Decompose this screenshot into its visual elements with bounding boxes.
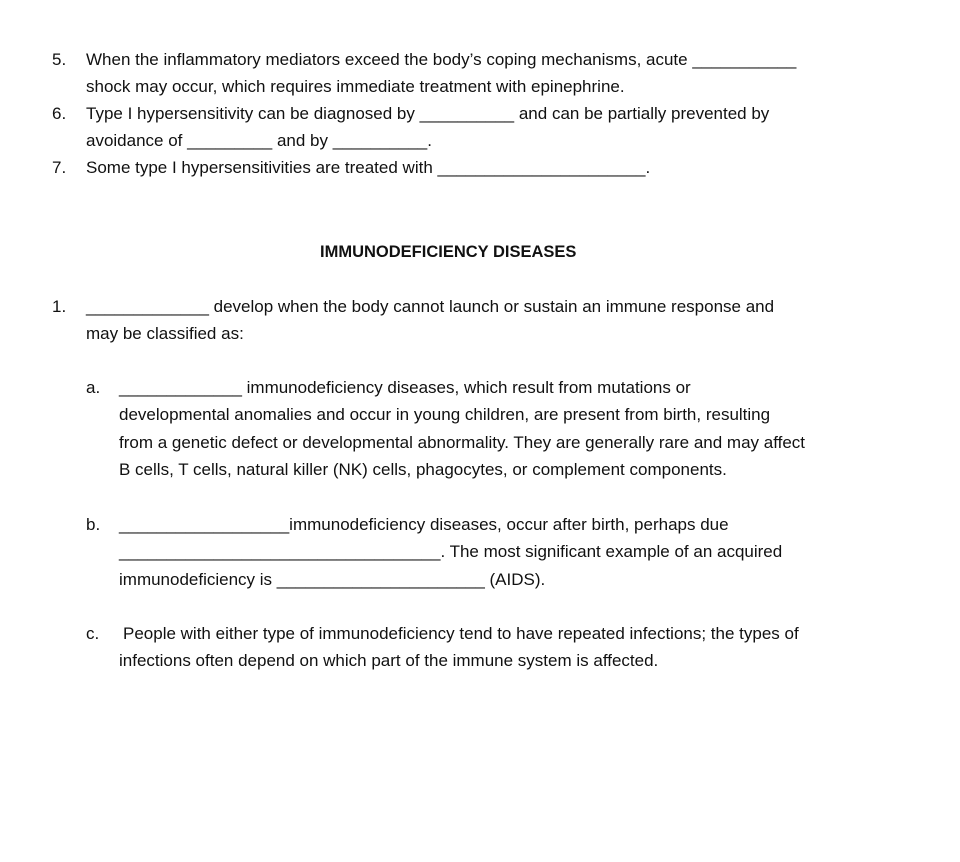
sub-item-text-line: immunodeficiency is ______________________ (AIDS). <box>119 570 546 589</box>
item-text-line: may be classified as: <box>86 324 244 343</box>
sub-item-text-line: People with either type of immunodeficiency tend to have repeated infections; the types of <box>123 624 799 643</box>
item-number: 5. <box>52 50 67 69</box>
sub-item-text-line: B cells, T cells, natural killer (NK) cells, phagocytes, or complement components. <box>119 460 727 479</box>
sub-item-text-line: __________________immunodeficiency diseases, occur after birth, perhaps due <box>119 515 729 534</box>
item-text-line: shock may occur, which requires immediate treatment with epinephrine. <box>86 77 625 96</box>
item-text-line: avoidance of _________ and by __________. <box>86 131 432 150</box>
sub-item-letter: c. <box>86 624 100 643</box>
section-heading: IMMUNODEFICIENCY DISEASES <box>320 243 577 261</box>
sub-item-letter: b. <box>86 515 101 534</box>
item-text-line: _____________ develop when the body cannot launch or sustain an immune response and <box>86 297 775 316</box>
sub-item-text-line: developmental anomalies and occur in young children, are present from birth, resulting <box>119 405 771 424</box>
item-number: 6. <box>52 104 67 123</box>
item-text-line: Some type I hypersensitivities are treated with ______________________. <box>86 158 651 177</box>
item-text-line: Type I hypersensitivity can be diagnosed by __________ and can be partially prevented by <box>86 104 770 123</box>
sub-item-text-line: __________________________________. The most significant example of an acquired <box>119 542 783 561</box>
sub-item-text-line: infections often depend on which part of the immune system is affected. <box>119 651 659 670</box>
item-number: 7. <box>52 158 67 177</box>
item-text-line: When the inflammatory mediators exceed the body’s coping mechanisms, acute ___________ <box>86 50 797 69</box>
item-number: 1. <box>52 297 67 316</box>
sub-item-letter: a. <box>86 378 101 397</box>
sub-item-text-line: _____________ immunodeficiency diseases, which result from mutations or <box>119 378 691 397</box>
sub-item-text-line: from a genetic defect or developmental abnormality. They are generally rare and may affect <box>119 433 806 452</box>
